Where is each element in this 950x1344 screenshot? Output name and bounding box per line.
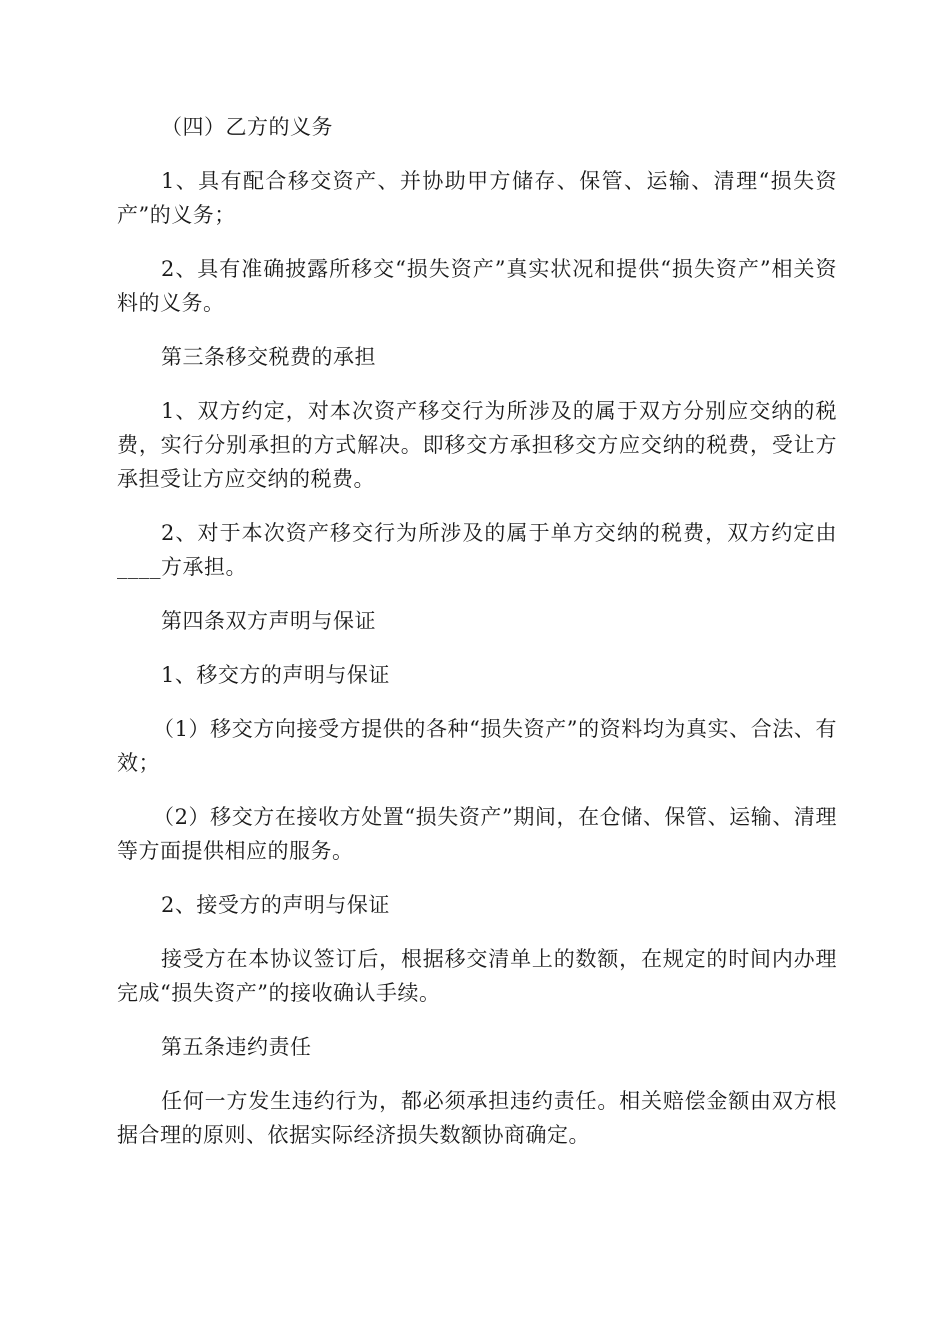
paragraph-statement-1: （1）移交方向接受方提供的各种“损失资产”的资料均为真实、合法、有效； — [117, 717, 837, 775]
heading-receiver-statement: 2、接受方的声明与保证 — [161, 893, 390, 917]
paragraph-receiver-statement: 接受方在本协议签订后，根据移交清单上的数额，在规定的时间内办理完成“损失资产”的接收确认手续。 — [117, 947, 837, 1005]
paragraph-tax-1: 1、双方约定，对本次资产移交行为所涉及的属于双方分别应交纳的税费，实行分别承担的方式解决。即移交方承担移交方应交纳的税费，受让方承担受让方应交纳的税费。 — [117, 399, 837, 491]
paragraph-statement-2: （2）移交方在接收方处置“损失资产”期间，在仓储、保管、运输、清理等方面提供相应的服务。 — [117, 805, 837, 863]
heading-article-4: 第四条双方声明与保证 — [161, 609, 376, 633]
heading-article-3: 第三条移交税费的承担 — [161, 345, 376, 369]
heading-article-5: 第五条违约责任 — [161, 1035, 312, 1059]
paragraph-liability: 任何一方发生违约行为，都必须承担违约责任。相关赔偿金额由双方根据合理的原则、依据实际经济损失数额协商确定。 — [117, 1089, 837, 1147]
paragraph-obligation-1: 1、具有配合移交资产、并协助甲方储存、保管、运输、清理“损失资产”的义务； — [117, 169, 837, 227]
document-body — [117, 110, 837, 1172]
heading-transferor-statement: 1、移交方的声明与保证 — [161, 663, 390, 687]
heading-party-b-obligations: （四）乙方的义务 — [161, 115, 333, 139]
paragraph-obligation-2: 2、具有准确披露所移交“损失资产”真实状况和提供“损失资产”相关资料的义务。 — [117, 257, 837, 315]
paragraph-tax-2: 2、对于本次资产移交行为所涉及的属于单方交纳的税费，双方约定由____方承担。 — [117, 521, 837, 579]
